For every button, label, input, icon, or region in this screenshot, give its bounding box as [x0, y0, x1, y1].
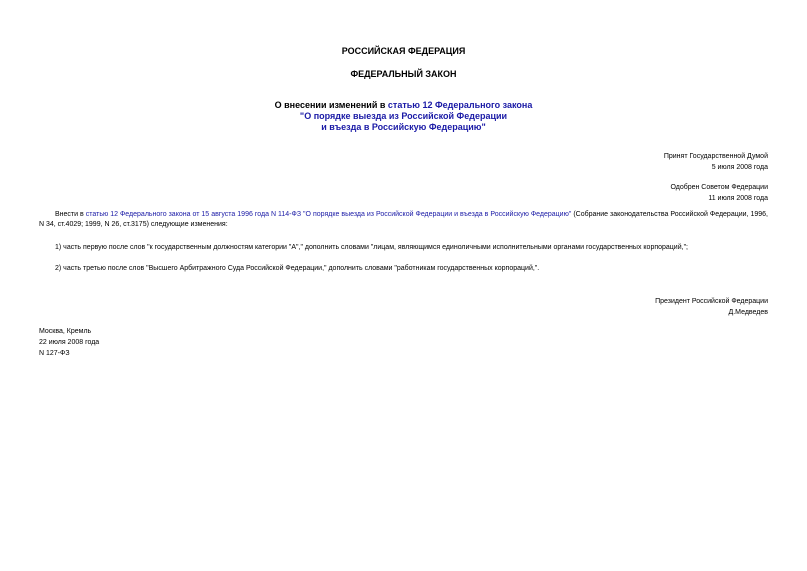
title-link-line-2[interactable]: "О порядке выезда из Российской Федерации [299, 111, 508, 121]
signature-block [655, 296, 768, 318]
title-link-line-1[interactable]: статью 12 Федерального закона [387, 100, 533, 110]
title-prefix: О внесении изменений в [274, 100, 388, 110]
intro-law-link[interactable]: статью 12 Федерального закона от 15 августа 1996 года N 114-ФЗ "О порядке выезда из Российской Федерации и въезда в Российскую Федерацию" [85, 211, 572, 218]
intro-prefix: Внести в [55, 211, 86, 218]
adoption-info [664, 151, 768, 173]
adoption-date: 5 июля 2008 года [711, 164, 768, 171]
title-link-line-3[interactable]: и въезда в Российскую Федерацию" [321, 122, 486, 132]
law-title [0, 100, 807, 133]
signer-position: Президент Российской Федерации [655, 298, 768, 305]
amendment-item-1: 1) часть первую после слов "к государственным должностям категории "А"," дополнить словами "лицам, являющимся единоличными исполнительными органами государственных корпораций,"; [55, 244, 689, 251]
document-type-heading: ФЕДЕРАЛЬНЫЙ ЗАКОН [350, 69, 457, 79]
signing-details [39, 326, 99, 359]
intro-paragraph [39, 210, 768, 230]
country-heading: РОССИЙСКАЯ ФЕДЕРАЦИЯ [341, 46, 466, 56]
signing-place: Москва, Кремль [39, 328, 92, 335]
intro-suffix: (Собрание законодательства Российской Федерации, 1996, N 34, ст.4029; 1999, N 26, ст.3175) следующие изменения: [39, 211, 768, 228]
approval-label: Одобрен Советом Федерации [670, 184, 768, 191]
adoption-label: Принят Государственной Думой [663, 153, 768, 160]
amendment-item-2: 2) часть третью после слов "Высшего Арбитражного Суда Российской Федерации," дополнить словами "работникам государственных корпораций,". [55, 265, 540, 272]
approval-date: 11 июля 2008 года [708, 195, 768, 202]
law-number: N 127-ФЗ [39, 350, 70, 357]
signing-date: 22 июля 2008 года [39, 339, 100, 346]
approval-info [670, 182, 768, 204]
signer-name: Д.Медведев [728, 309, 768, 316]
